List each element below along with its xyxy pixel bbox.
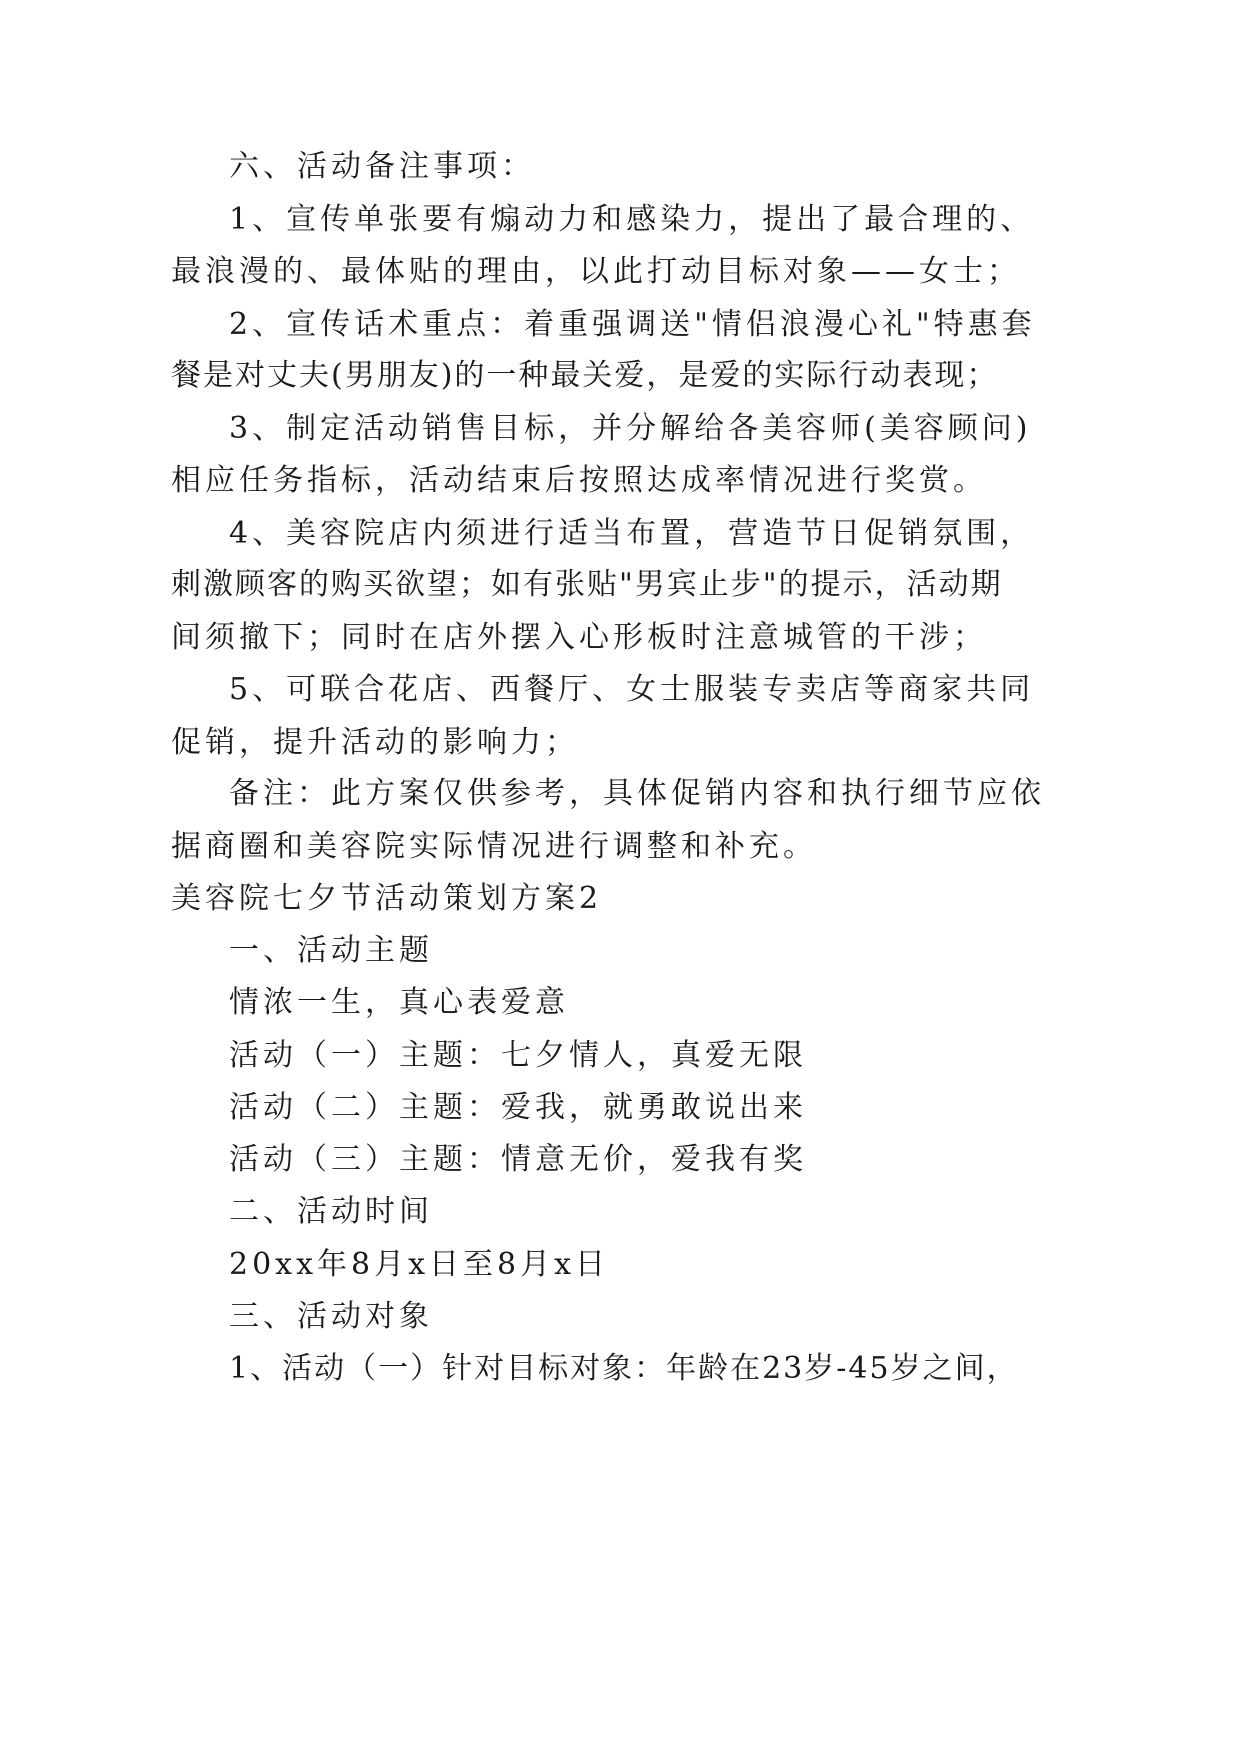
paragraph-line: 3、制定活动销售目标，并分解给各美容师(美容顾问): [229, 411, 1032, 446]
paragraph-line: 刺激顾客的购买欲望；如有张贴"男宾止步"的提示，活动期: [171, 567, 1003, 602]
paragraph-line: 5、可联合花店、西餐厅、女士服装专卖店等商家共同: [229, 672, 1035, 707]
section-heading-audience: 三、活动对象: [229, 1299, 433, 1334]
section-heading-time: 二、活动时间: [229, 1194, 433, 1229]
paragraph-line: 备注：此方案仅供参考，具体促销内容和执行细节应依: [229, 776, 1045, 811]
paragraph-line: 情浓一生，真心表爱意: [229, 985, 569, 1020]
paragraph-line: 最浪漫的、最体贴的理由，以此打动目标对象——女士；: [171, 254, 1021, 289]
paragraph-line: 活动（一）主题：七夕情人，真爱无限: [229, 1038, 807, 1073]
document-title: 美容院七夕节活动策划方案2: [171, 881, 603, 916]
paragraph-line: 据商圈和美容院实际情况进行调整和补充。: [171, 829, 817, 864]
paragraph-line: 2、宣传话术重点：着重强调送"情侣浪漫心礼"特惠套: [229, 307, 1036, 342]
paragraph-line: 活动（二）主题：爱我，就勇敢说出来: [229, 1090, 807, 1125]
paragraph-line: 餐是对丈夫(男朋友)的一种最关爱，是爱的实际行动表现；: [171, 358, 999, 393]
paragraph-line: 活动（三）主题：情意无价，爱我有奖: [229, 1142, 807, 1177]
paragraph-line: 促销，提升活动的影响力；: [171, 725, 579, 760]
paragraph-line: 相应任务指标，活动结束后按照达成率情况进行奖赏。: [171, 463, 987, 498]
paragraph-line: 1、活动（一）针对目标对象：年龄在23岁-45岁之间，: [229, 1351, 1019, 1386]
paragraph-line: 间须撤下；同时在店外摆入心形板时注意城管的干涉；: [171, 620, 987, 655]
paragraph-line: 4、美容院店内须进行适当布置，营造节日促销氛围，: [229, 516, 1035, 551]
paragraph-line: 20xx年8月x日至8月x日: [229, 1247, 610, 1282]
paragraph-line: 1、宣传单张要有煽动力和感染力，提出了最合理的、: [229, 202, 1035, 237]
section-heading-theme: 一、活动主题: [229, 933, 433, 968]
section-heading-notes: 六、活动备注事项：: [229, 149, 535, 184]
